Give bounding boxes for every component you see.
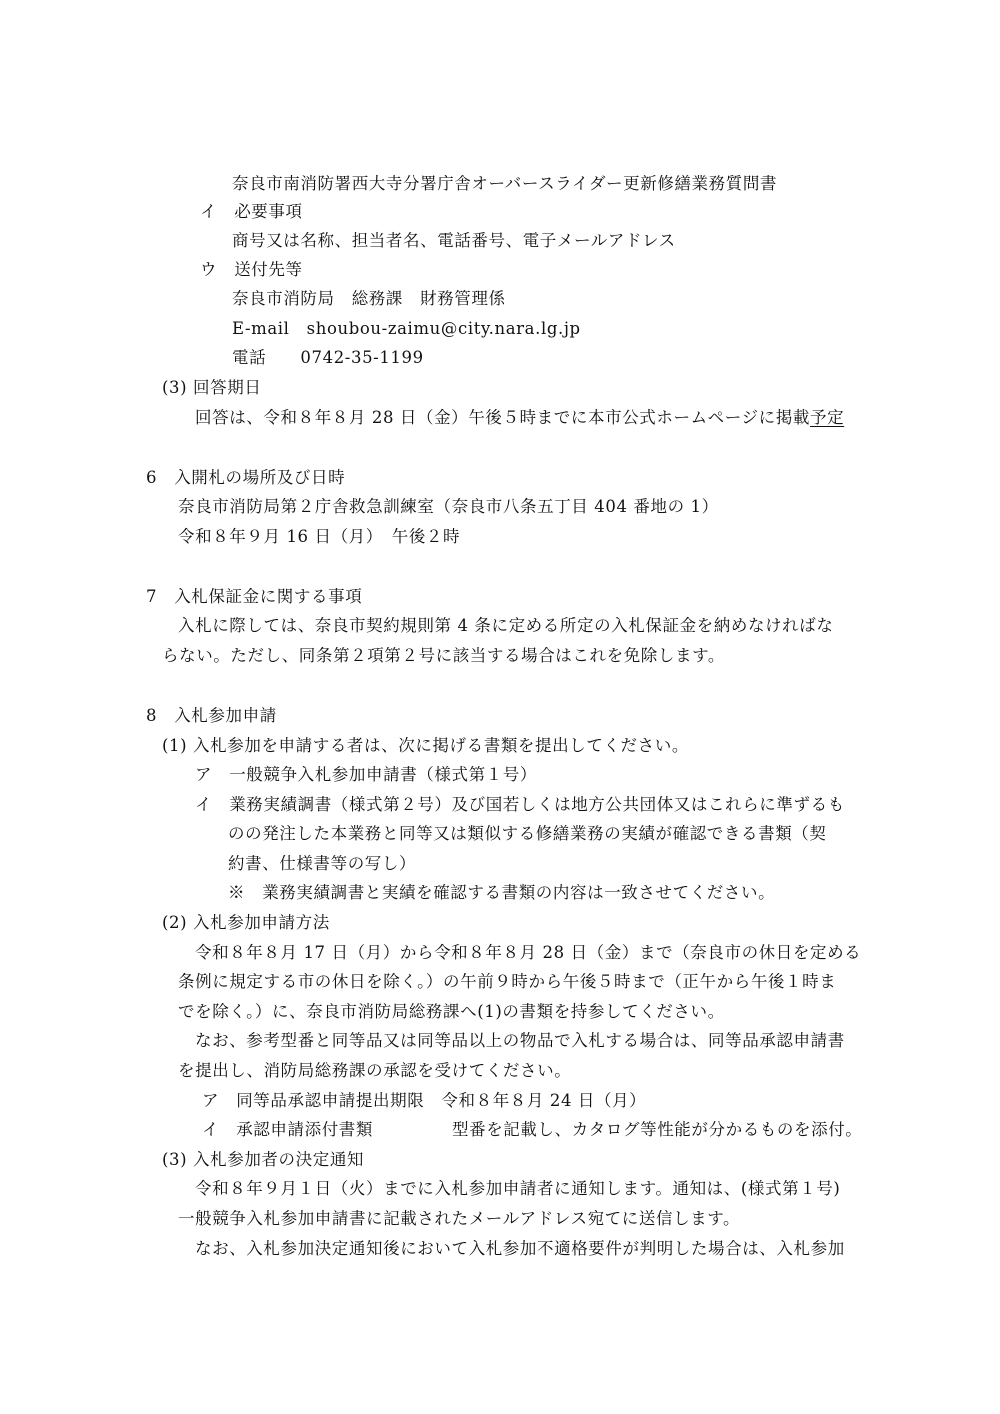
deposit-text-line-1: 入札に際しては、奈良市契約規則第 4 条に定める所定の入札保証金を納めなければな	[178, 616, 834, 635]
subsection-i-heading: イ 必要事項	[200, 202, 303, 221]
section-8-heading: 8 入札参加申請	[146, 706, 277, 725]
destination-phone: 電話 0742-35-1199	[232, 348, 424, 367]
notification-heading: (3) 入札参加者の決定通知	[162, 1150, 365, 1169]
destination-department: 奈良市消防局 総務課 財務管理係	[232, 289, 506, 308]
section-7-heading: 7 入札保証金に関する事項	[146, 587, 363, 606]
application-doc-i-line-2: のの発注した本業務と同等又は類似する修繕業務の実績が確認できる書類（契	[228, 824, 827, 843]
application-docs-heading: (1) 入札参加を申請する者は、次に掲げる書類を提出してください。	[162, 736, 689, 755]
application-doc-i-line-3: 約書、仕様書等の写し）	[228, 854, 417, 873]
question-form-title: 奈良市南消防署西大寺分署庁舎オーバースライダー更新修繕業務質問書	[232, 174, 778, 193]
notification-line-3: なお、入札参加決定通知後において入札参加不適格要件が判明した場合は、入札参加	[195, 1239, 845, 1258]
answer-date-text-underlined: 予定	[809, 408, 845, 427]
section-6-heading: 6 入開札の場所及び日時	[146, 468, 346, 487]
equivalent-approval-deadline: ア 同等品承認申請提出期限 令和８年８月 24 日（月）	[202, 1091, 647, 1110]
bid-opening-location: 奈良市消防局第２庁舎救急訓練室（奈良市八条五丁目 404 番地の 1）	[178, 497, 719, 516]
application-method-heading: (2) 入札参加申請方法	[162, 913, 330, 932]
deposit-text-line-2: らない。ただし、同条第２項第２号に該当する場合はこれを免除します。	[162, 646, 725, 665]
application-method-line-3: でを除く。）に、奈良市消防局総務課へ(1)の書類を持参してください。	[178, 1002, 725, 1021]
application-doc-i-line-1: イ 業務実績調書（様式第２号）及び国若しくは地方公共団体又はこれらに準ずるも	[195, 795, 845, 814]
application-method-line-1: 令和８年８月 17 日（月）から令和８年８月 28 日（金）まで（奈良市の休日を定める	[195, 943, 862, 962]
bid-opening-datetime: 令和８年９月 16 日（月） 午後２時	[178, 527, 461, 546]
answer-date-text	[195, 407, 844, 429]
subsection-u-heading: ウ 送付先等	[200, 260, 303, 279]
application-method-line-5: を提出し、消防局総務課の承認を受けてください。	[178, 1061, 572, 1080]
application-method-line-4: なお、参考型番と同等品又は同等品以上の物品で入札する場合は、同等品承認申請書	[195, 1031, 845, 1050]
destination-email: E-mail shoubou-zaimu@city.nara.lg.jp	[232, 319, 581, 338]
notification-line-2: 一般競争入札参加申請書に記載されたメールアドレス宛てに送信します。	[178, 1209, 741, 1228]
application-method-line-2: 条例に規定する市の休日を除く。）の午前９時から午後５時まで（正午から午後１時ま	[178, 972, 837, 991]
notification-line-1: 令和８年９月１日（火）までに入札参加申請者に通知します。通知は、(様式第１号)	[195, 1179, 841, 1198]
approval-attachment-value: 型番を記載し、カタログ等性能が分かるものを添付。	[452, 1120, 863, 1139]
answer-date-heading: (3) 回答期日	[162, 378, 262, 397]
approval-attachment-label: イ 承認申請添付書類	[202, 1120, 373, 1139]
application-doc-note: ※ 業務実績調書と実績を確認する書類の内容は一致させてください。	[228, 883, 776, 902]
answer-date-text-main: 回答は、令和８年８月 28 日（金）午後５時までに本市公式ホームページに掲載	[195, 408, 810, 427]
application-doc-a: ア 一般競争入札参加申請書（様式第１号）	[195, 765, 537, 784]
required-items-text: 商号又は名称、担当者名、電話番号、電子メールアドレス	[232, 231, 676, 250]
